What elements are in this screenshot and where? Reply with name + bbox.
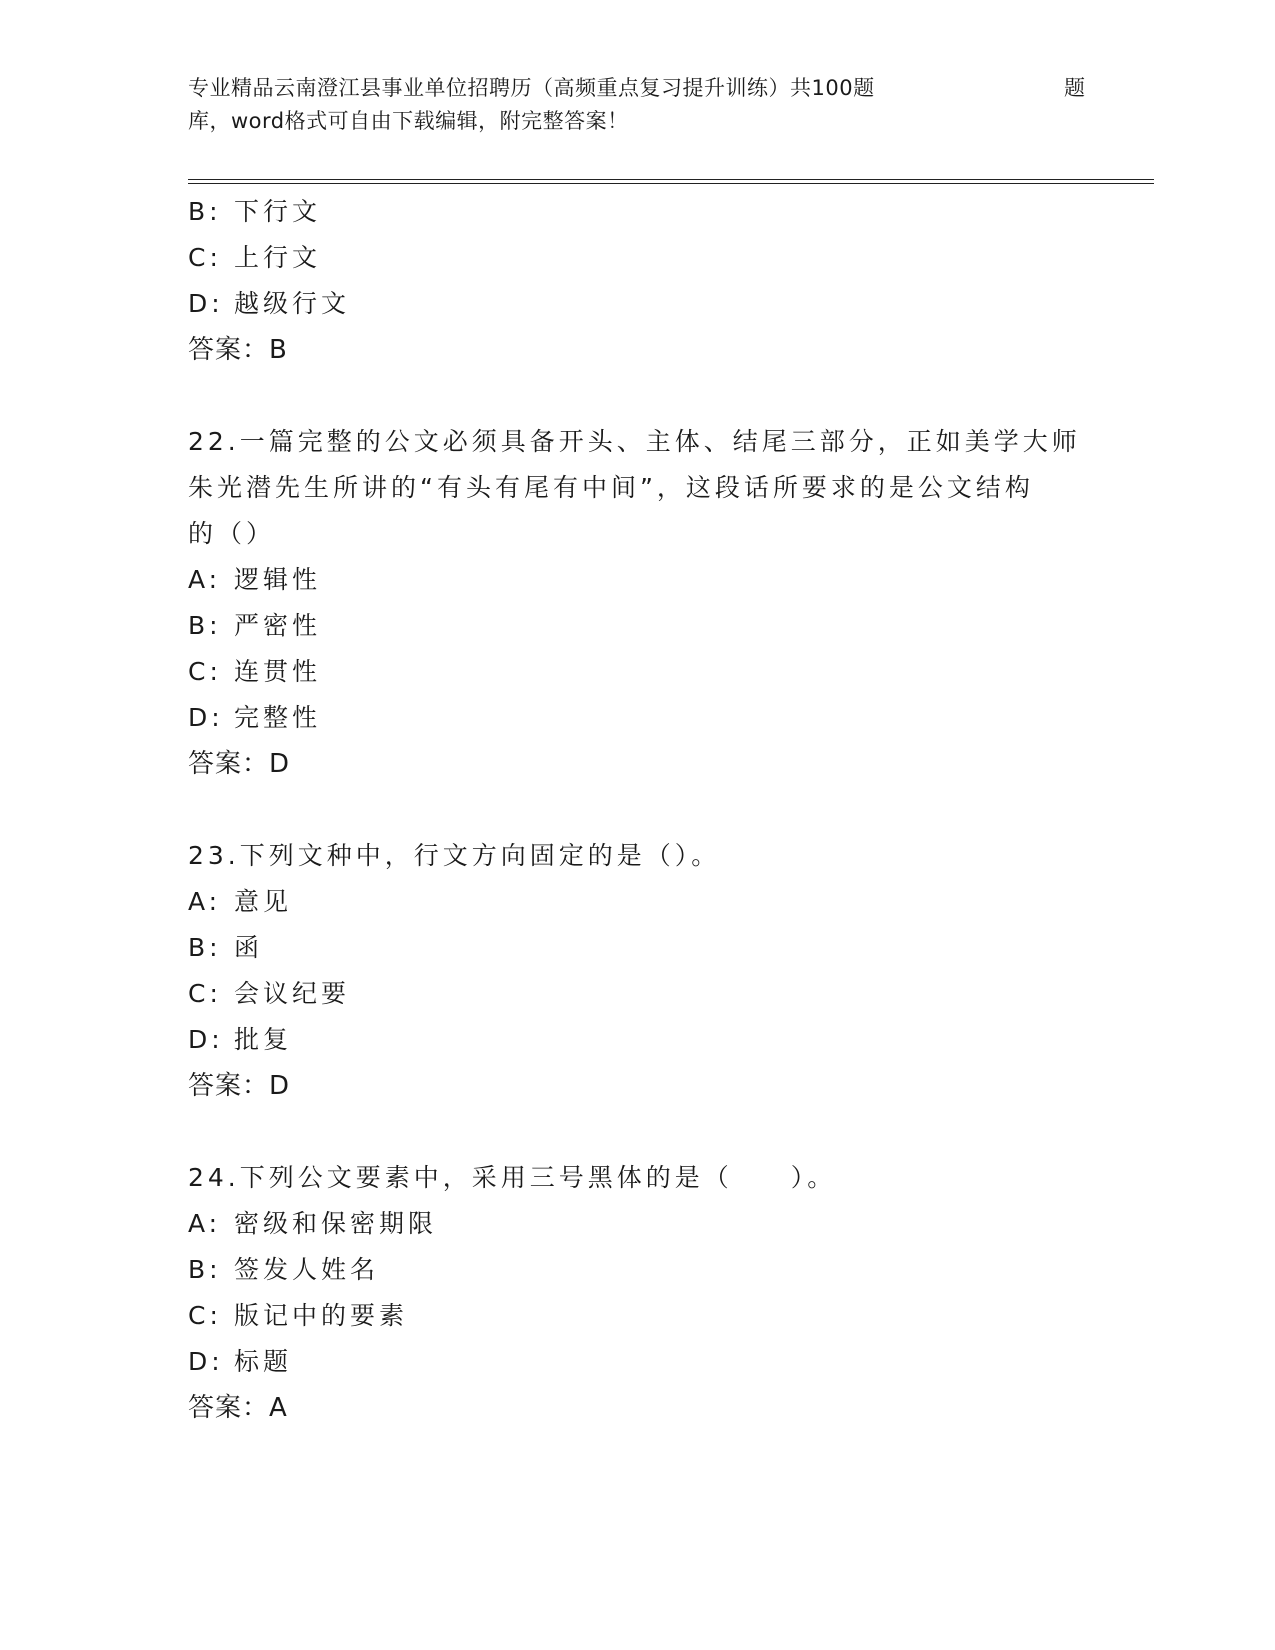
option-b: B: 签发人姓名 (188, 1255, 380, 1284)
header-rule-top (188, 179, 1154, 180)
option-c: C: 上行文 (188, 243, 322, 272)
question-24 (188, 1155, 1088, 1431)
option-b: B: 函 (188, 933, 264, 962)
header-rule-bottom (188, 183, 1154, 184)
option-d: D: 标题 (188, 1347, 293, 1376)
question-23 (188, 833, 1088, 1109)
question-stem (188, 1155, 1088, 1201)
spacer (188, 787, 1088, 833)
question-stem-line: 朱光潜先生所讲的“有头有尾有中间”，这段话所要求的是公文结构 (188, 473, 1034, 502)
answer-line: 答案：B (188, 335, 288, 365)
header-title-tail: 题 (1064, 76, 1086, 100)
option-c: C: 版记中的要素 (188, 1301, 409, 1330)
option-a: A: 密级和保密期限 (188, 1209, 438, 1238)
question-stem-line: 23.下列文种中，行文方向固定的是（）。 (188, 841, 721, 870)
header-title-text: 专业精品云南澄江县事业单位招聘历（高频重点复习提升训练）共100题 (188, 76, 875, 100)
header-line-1 (188, 72, 1088, 105)
answer-line: 答案：D (188, 1071, 291, 1101)
option-d: D: 批复 (188, 1025, 293, 1054)
option-c: C: 连贯性 (188, 657, 322, 686)
answer-line: 答案：A (188, 1393, 288, 1423)
option-a: A: 逻辑性 (188, 565, 322, 594)
option-d: D: 完整性 (188, 703, 322, 732)
answer-line: 答案：D (188, 749, 291, 779)
question-stem (188, 833, 1088, 879)
option-b: B: 下行文 (188, 197, 322, 226)
question-21-partial (188, 189, 1088, 373)
option-d: D: 越级行文 (188, 289, 351, 318)
spacer (188, 1109, 1088, 1155)
document-header (188, 72, 1088, 138)
option-a: A: 意见 (188, 887, 293, 916)
question-stem-line: 的（） (188, 519, 276, 548)
option-c: C: 会议纪要 (188, 979, 351, 1008)
option-b: B: 严密性 (188, 611, 322, 640)
question-stem (188, 419, 1088, 557)
question-stem-line: 24.下列公文要素中，采用三号黑体的是（ ）。 (188, 1163, 837, 1192)
question-body (188, 189, 1088, 1431)
question-22 (188, 419, 1088, 787)
question-stem-line: 22.一篇完整的公文必须具备开头、主体、结尾三部分，正如美学大师 (188, 427, 1081, 456)
spacer (188, 373, 1088, 419)
header-line-2: 库，word格式可自由下载编辑，附完整答案！ (188, 109, 629, 133)
